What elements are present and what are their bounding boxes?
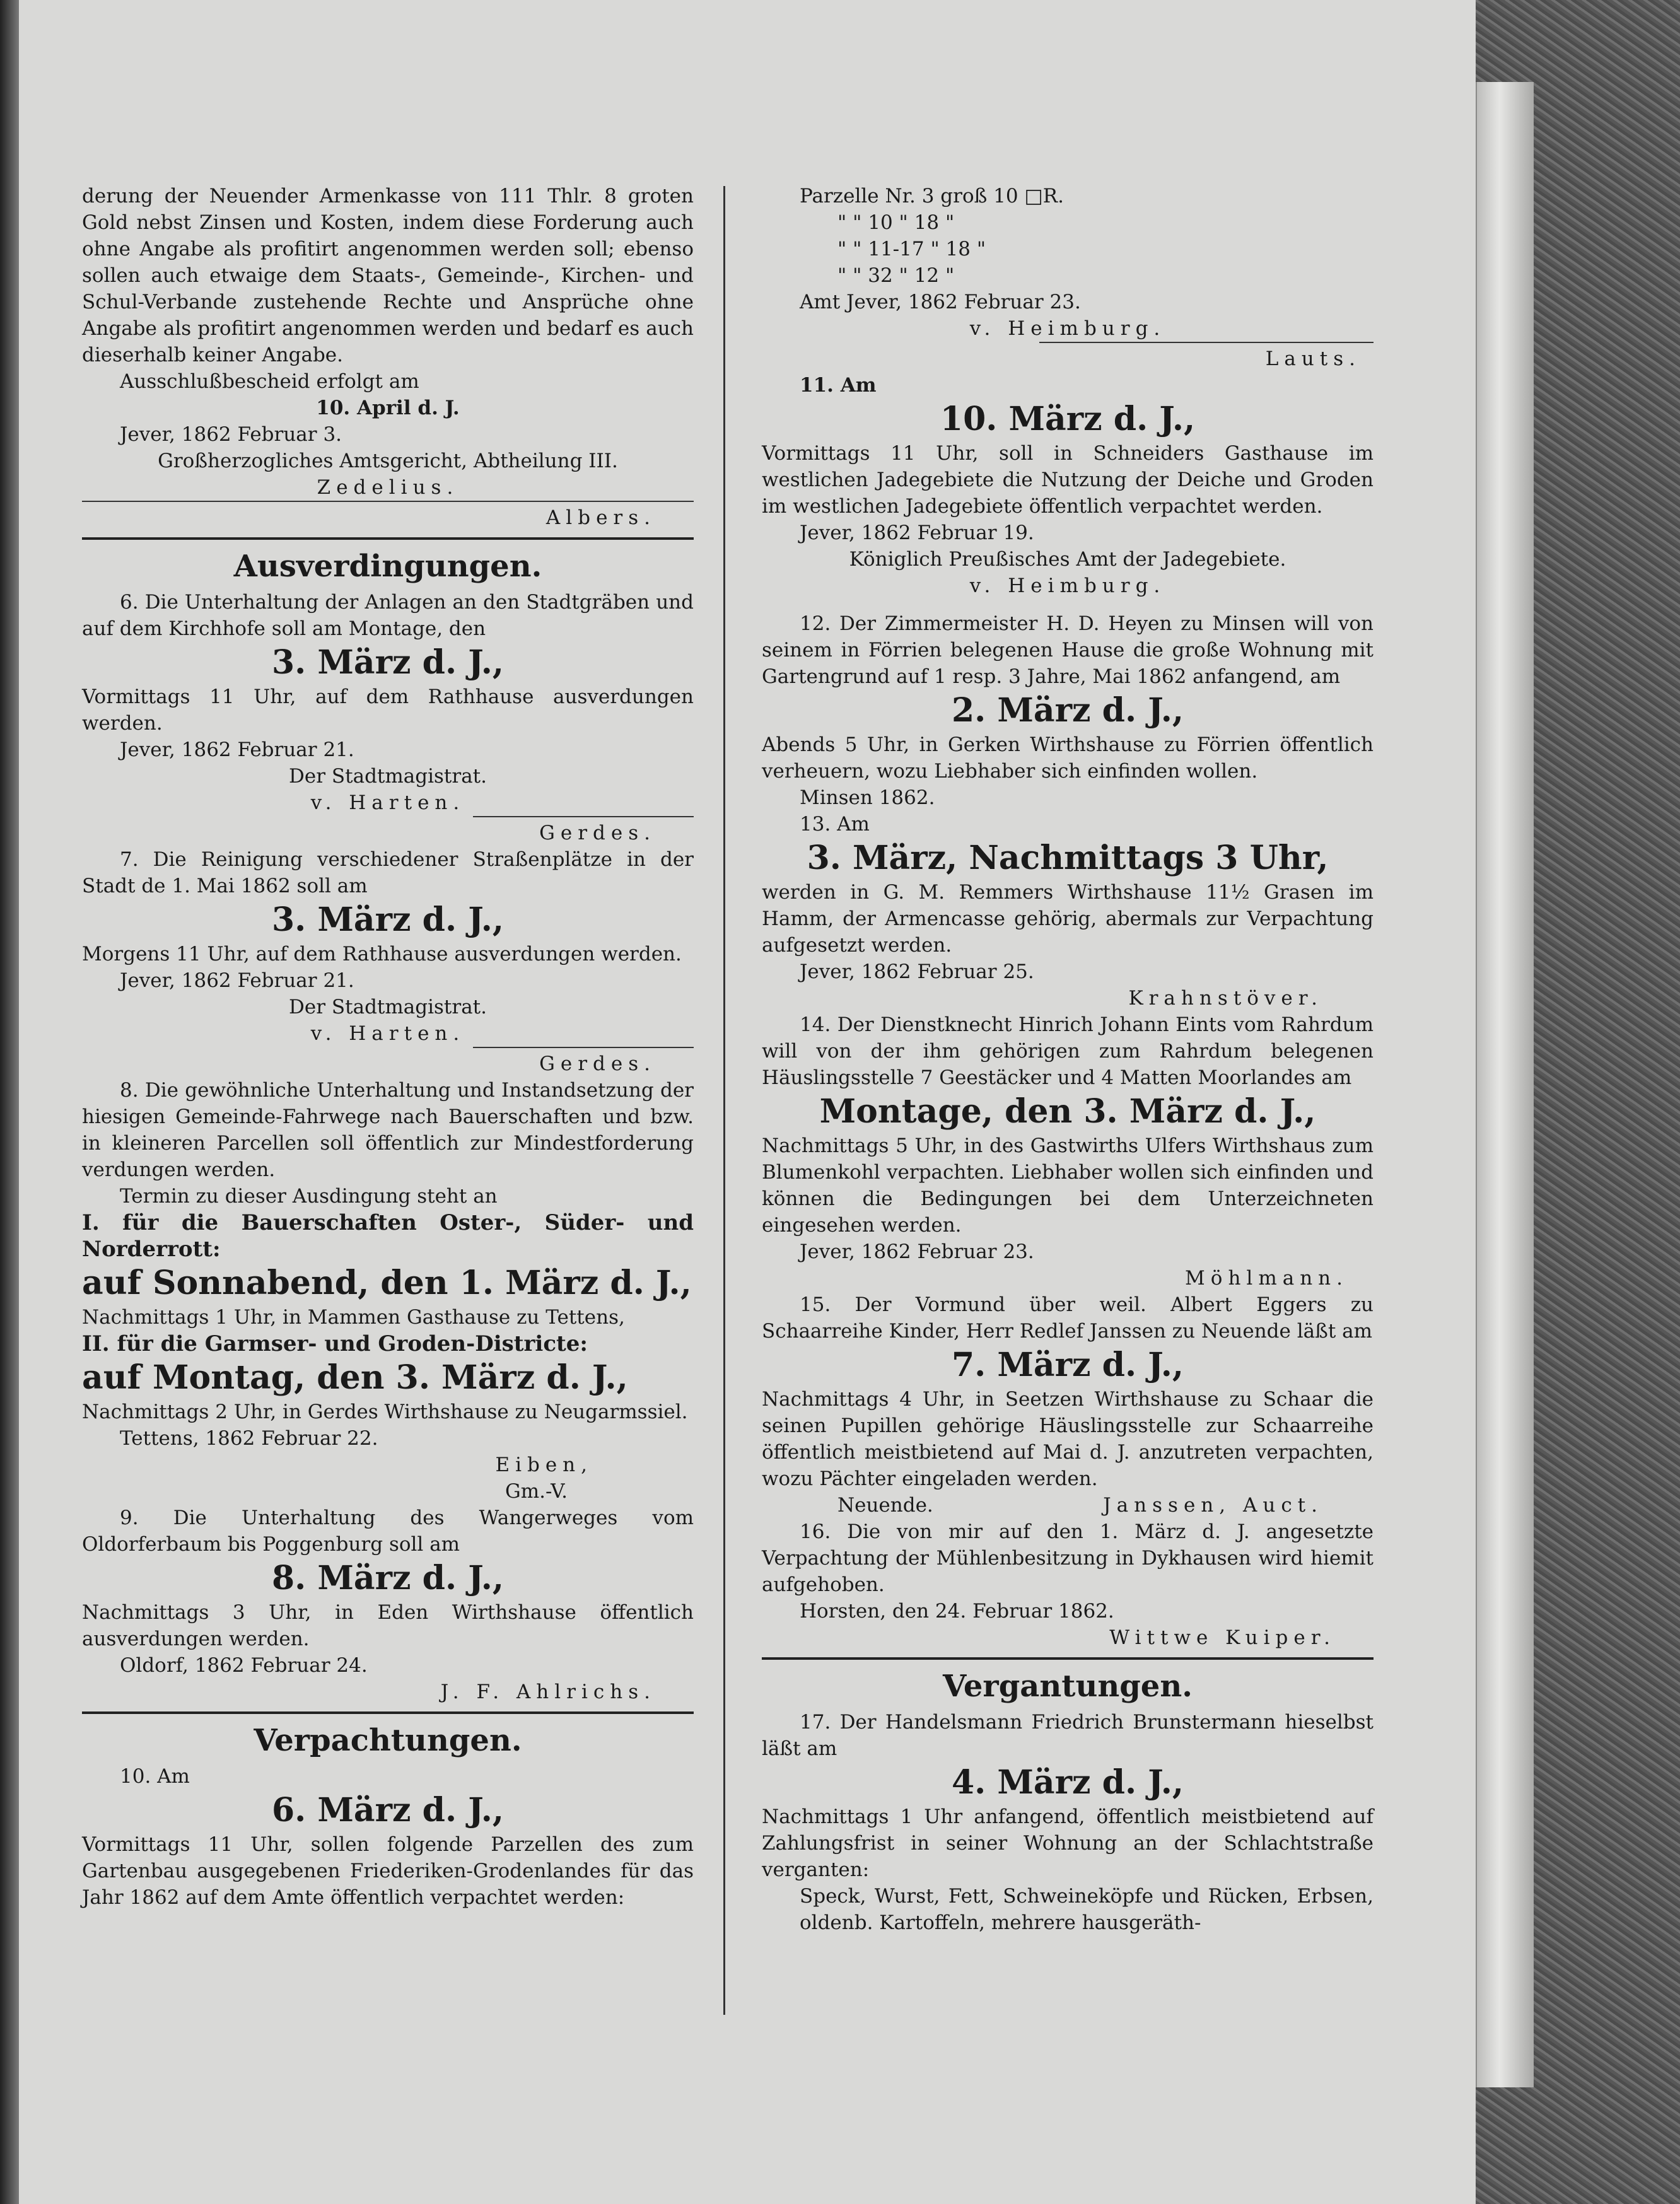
notice-subheading: II. für die Garmser- und Groden-Districte: — [82, 1331, 588, 1356]
notice-text: 8. Die gewöhnliche Unterhaltung und Instandsetzung der hiesigen Gemeinde-Fahrwege nach Bauerschaften und bzw. in kleineren Parcellen soll öffentlich zur Mindestforderung verdungen werden. — [82, 1079, 694, 1181]
notice-signature: Janssen, Auct. — [1103, 1494, 1323, 1517]
section-heading-vergantungen: Vergantungen. — [943, 1669, 1193, 1704]
notice-text: 12. Der Zimmermeister H. D. Heyen zu Minsen will von seinem in Förrien belegenen Hause die große Wohnung mit Gartengrund auf 1 resp. 3 Jahre, Mai 1862 anfangend, am — [762, 612, 1374, 688]
notice-text: Nachmittags 1 Uhr, in Mammen Gasthause zu Tettens, — [82, 1306, 625, 1329]
notice-authority: Der Stadtmagistrat. — [289, 996, 487, 1018]
section-heading-ausverdingungen: Ausverdingungen. — [233, 549, 542, 584]
notice-place-date: Jever, 1862 Februar 19. — [800, 522, 1034, 544]
notice-text: Vormittags 11 Uhr, soll in Schneiders Gasthause im westlichen Jadegebiete die Nutzung der Deiche und Groden im westlichen Jadegebiete öffentlich verpachtet werden. — [762, 442, 1374, 518]
notice-place-date: Jever, 1862 Februar 23. — [800, 1240, 1034, 1263]
notice-text: 15. Der Vormund über weil. Albert Eggers zu Schaarreihe Kinder, Herr Redlef Janssen zu Neuende läßt am — [762, 1293, 1374, 1343]
column-divider — [723, 186, 725, 2015]
section-rule — [82, 1711, 694, 1714]
section-heading-verpachtungen: Verpachtungen. — [254, 1723, 522, 1758]
notice-text: Nachmittags 4 Uhr, in Seetzen Wirthshause zu Schaar die seinen Pupillen gehörige Häuslingsstelle zur Schaarreihe öffentlich meistbietend auf Mai d. J. anzutreten verpachten, wozu Pächter eingeladen werden. — [762, 1388, 1374, 1490]
notice-date-large: 4. März d. J., — [951, 1763, 1184, 1802]
notice-text: Vormittags 11 Uhr, auf dem Rathhause ausverdungen werden. — [82, 685, 694, 735]
notice-signature: Zedelius. — [317, 476, 459, 499]
notice-signature: v. Harten. — [310, 1022, 465, 1045]
notice-date: 10. April d. J. — [316, 397, 460, 419]
notice-signature: Eiben, — [495, 1454, 593, 1476]
section-rule — [762, 1657, 1374, 1660]
notice-text: Ausschlußbescheid erfolgt am — [120, 370, 419, 393]
notice-signature: Gerdes. — [539, 1052, 656, 1075]
section-rule — [82, 537, 694, 540]
notice-text: Abends 5 Uhr, in Gerken Wirthshause zu Förrien öffentlich verheuern, wozu Liebhaber sich einfinden wollen. — [762, 733, 1374, 783]
page-block-edge — [1476, 82, 1534, 2087]
notice-text: derung der Neuender Armenkasse von 111 Thlr. 8 groten Gold nebst Zinsen und Kosten, indem diese Forderung auch ohne Angabe als profitirt angenommen werden soll; ebenso sollen auch etwaige dem Staats-, Gemeinde-, Kirchen- und Schul-Verbande zustehende Rechte und Ansprüche ohne Angabe als profitirt angenommen werden und bedarf es auch dieserhalb keiner Angabe. — [82, 185, 694, 366]
right-column — [762, 183, 1374, 1936]
notice-place-date: Jever, 1862 Februar 3. — [120, 423, 342, 446]
left-column — [82, 183, 694, 1911]
notice-text: Nachmittags 1 Uhr anfangend, öffentlich meistbietend auf Zahlungsfrist in seiner Wohnung an der Schlachtstraße verganten: — [762, 1805, 1374, 1881]
notice-date-large: 3. März d. J., — [271, 901, 504, 939]
parcel-row: " " 10 " 18 " — [837, 211, 955, 234]
notice-date-large: 6. März d. J., — [271, 1791, 504, 1829]
parcel-row: " " 11-17 " 18 " — [837, 238, 986, 260]
notice-place-date: Amt Jever, 1862 Februar 23. — [800, 291, 1081, 313]
notice-text: 16. Die von mir auf den 1. März d. J. angesetzte Verpachtung der Mühlenbesitzung in Dykhausen wird hiemit aufgehoben. — [762, 1520, 1374, 1596]
notice-signature: Wittwe Kuiper. — [1109, 1626, 1336, 1649]
notice-signature: Möhlmann. — [1185, 1267, 1348, 1290]
thin-rule — [473, 816, 694, 817]
notice-text: 6. Die Unterhaltung der Anlagen an den Stadtgräben und auf dem Kirchhofe soll am Montage, den — [82, 591, 694, 640]
notice-signature: J. F. Ahlrichs. — [440, 1681, 656, 1703]
notice-signature: Krahnstöver. — [1128, 987, 1323, 1010]
notice-date-large: 3. März d. J., — [271, 643, 504, 682]
notice-authority: Königlich Preußisches Amt der Jadegebiete. — [849, 548, 1286, 571]
notice-text: 14. Der Dienstknecht Hinrich Johann Eints vom Rahrdum will von der ihm gehörigen zum Rahrdum belegenen Häuslingsstelle 7 Geestäcker und 4 Matten Moorlandes am — [762, 1013, 1374, 1089]
notice-signature: v. Heimburg. — [969, 574, 1166, 597]
notice-text: 13. Am — [800, 813, 870, 836]
notice-text: Speck, Wurst, Fett, Schweineköpfe und Rücken, Erbsen, oldenb. Kartoffeln, mehrere hausgeräth- — [800, 1885, 1374, 1934]
notice-authority: Der Stadtmagistrat. — [289, 765, 487, 788]
notice-text: 7. Die Reinigung verschiedener Straßenplätze in der Stadt de 1. Mai 1862 soll am — [82, 848, 694, 897]
notice-date-large: 2. März d. J., — [951, 691, 1184, 730]
thin-rule — [473, 1047, 694, 1048]
notice-date-large: 10. März d. J., — [940, 400, 1196, 438]
notice-signature: Lauts. — [1265, 347, 1361, 370]
parcel-row: Parzelle Nr. 3 groß 10 □R. — [800, 185, 1064, 207]
thin-rule — [82, 501, 694, 502]
notice-text: Nachmittags 3 Uhr, in Eden Wirthshause öffentlich ausverdungen werden. — [82, 1601, 694, 1650]
notice-date-large: 7. März d. J., — [951, 1346, 1184, 1384]
notice-date-large: 8. März d. J., — [271, 1559, 504, 1597]
parcel-row: " " 32 " 12 " — [837, 264, 955, 287]
notice-place-date: Jever, 1862 Februar 21. — [120, 969, 354, 992]
notice-signature: v. Heimburg. — [969, 317, 1166, 340]
notice-place: Neuende. — [837, 1494, 933, 1517]
notice-signature: v. Harten. — [310, 791, 465, 814]
left-page-edge — [0, 0, 19, 2204]
notice-signature: Gerdes. — [539, 822, 656, 844]
notice-text: Termin zu dieser Ausdingung steht an — [120, 1185, 498, 1208]
notice-date-large: 3. März, Nachmittags 3 Uhr, — [807, 839, 1329, 877]
notice-text: Nachmittags 2 Uhr, in Gerdes Wirthshause zu Neugarmssiel. — [82, 1401, 688, 1423]
notice-text: 10. Am — [120, 1765, 190, 1788]
notice-place-date: Tettens, 1862 Februar 22. — [120, 1427, 378, 1450]
notice-place-date: Jever, 1862 Februar 21. — [120, 738, 354, 761]
thin-rule — [1039, 342, 1374, 343]
notice-text: werden in G. M. Remmers Wirthshause 11½ Grasen im Hamm, der Armencasse gehörig, abermals zur Verpachtung aufgesetzt werden. — [762, 881, 1374, 957]
notice-place-date: Horsten, den 24. Februar 1862. — [800, 1600, 1114, 1623]
notice-text: 11. Am — [800, 374, 877, 397]
notice-text: Morgens 11 Uhr, auf dem Rathhause ausverdungen werden. — [82, 943, 682, 965]
notice-authority: Großherzogliches Amtsgericht, Abtheilung III. — [158, 450, 618, 472]
notice-signature: Albers. — [545, 506, 656, 529]
notice-text: 9. Die Unterhaltung des Wangerweges vom Oldorferbaum bis Poggenburg soll am — [82, 1507, 694, 1556]
notice-footer-row — [762, 1492, 1374, 1519]
notice-text: 17. Der Handelsmann Friedrich Brunstermann hieselbst läßt am — [762, 1711, 1374, 1760]
notice-place-date: Jever, 1862 Februar 25. — [800, 960, 1034, 983]
notice-text: Nachmittags 5 Uhr, in des Gastwirths Ulfers Wirthshaus zum Blumenkohl verpachten. Liebhaber wollen sich einfinden und können die Bedingungen bei dem Unterzeichneten eingesehen werden. — [762, 1134, 1374, 1237]
notice-date-large: auf Montag, den 3. März d. J., — [82, 1358, 628, 1397]
notice-place-date: Minsen 1862. — [800, 786, 935, 809]
notice-date-large: auf Sonnabend, den 1. März d. J., — [82, 1264, 692, 1302]
notice-date-large: Montage, den 3. März d. J., — [819, 1092, 1316, 1131]
notice-text: Vormittags 11 Uhr, sollen folgende Parzellen des zum Gartenbau ausgegebenen Friederiken-Grodenlandes für das Jahr 1862 auf dem Amte öffentlich verpachtet werden: — [82, 1833, 694, 1909]
notice-subheading: I. für die Bauerschaften Oster-, Süder- und Norderrott: — [82, 1210, 694, 1262]
notice-signature-title: Gm.-V. — [505, 1480, 568, 1503]
notice-place-date: Oldorf, 1862 Februar 24. — [120, 1654, 368, 1677]
